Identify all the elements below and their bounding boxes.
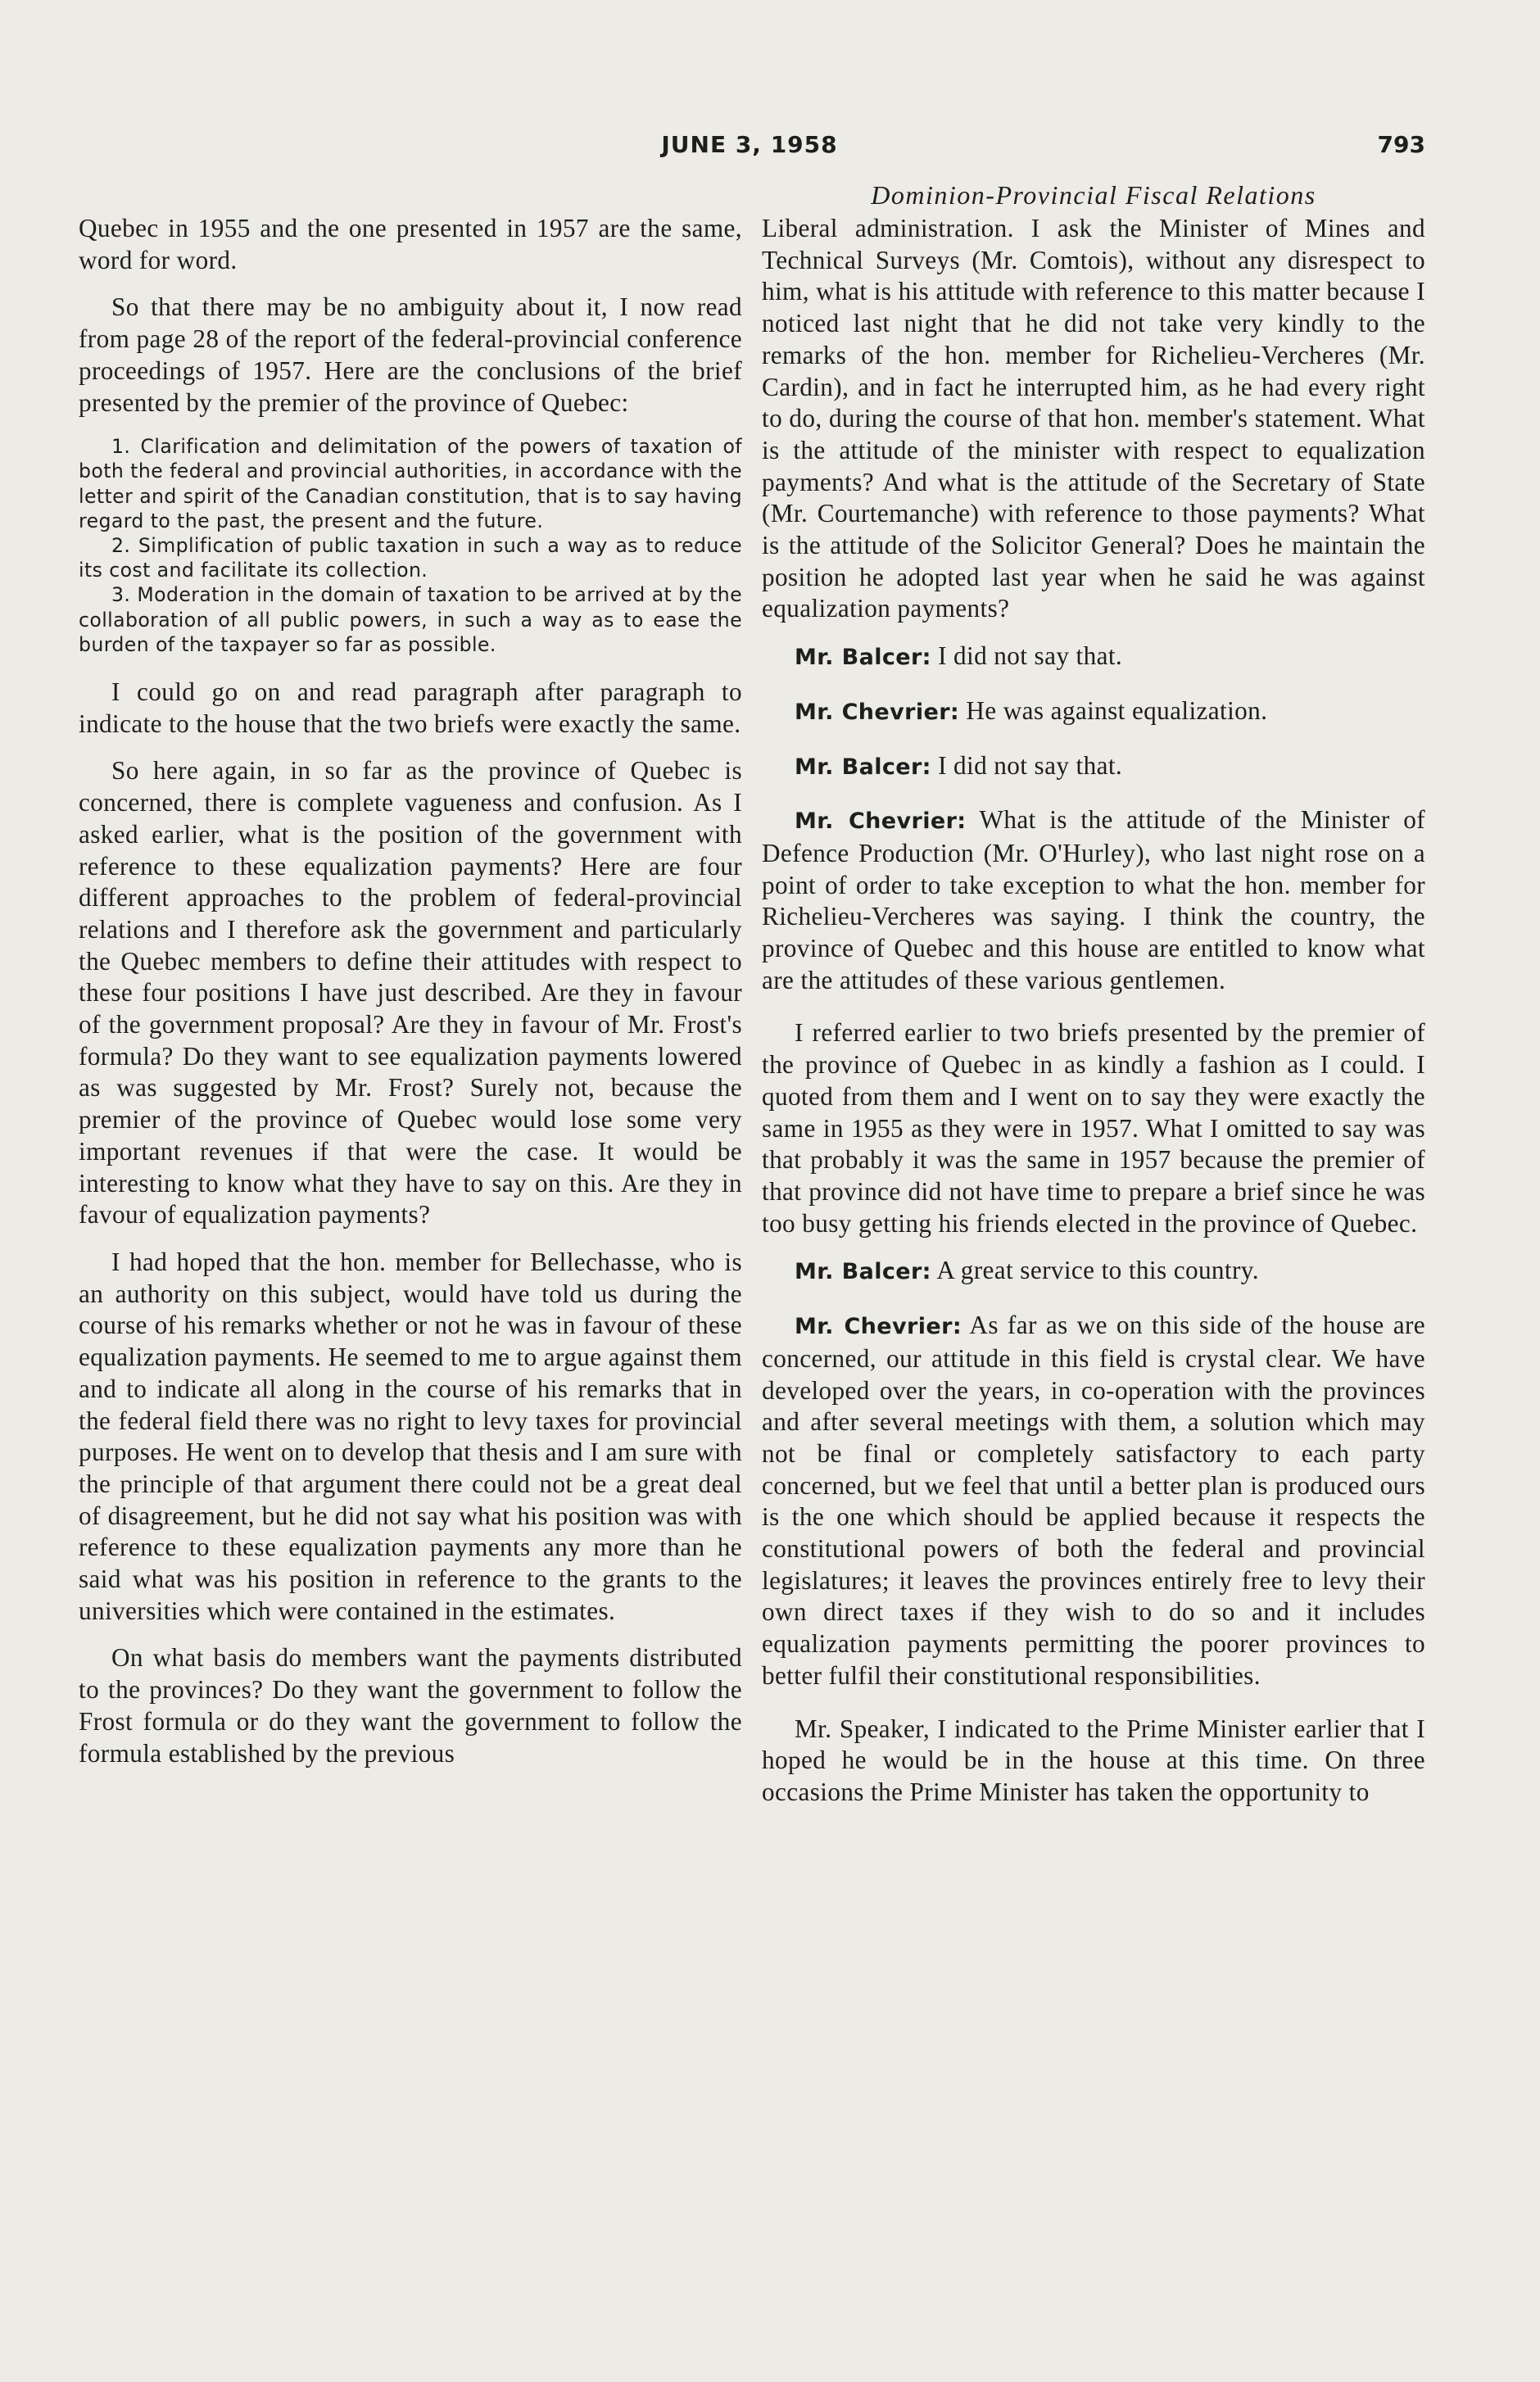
paragraph: I referred earlier to two briefs presented by the premier of the province of Quebec in as kindly a fashion as I could. I quoted from them and I went on to say they were exactly the same in 1955 as they were in 1957. What I omitted to say was that probably it was the same in 1957 because the premier of that province did not have time to prepare a brief since he was too busy getting his friends elected in the province of Quebec. [762,1018,1425,1238]
page-number: 793 [1377,131,1425,158]
left-column [79,213,742,1785]
speech-text: I did not say that. [938,750,1123,780]
speech [762,804,1425,996]
speech-text: What is the attitude of the Minister of Defence Production (Mr. O'Hurley), who last night rose on a point of order to take exception to what the hon. member for Richelieu-Vercheres was saying. I think the country, the province of Quebec and this house are entitled to know what are the attitudes of these various gentlemen. [762,805,1426,994]
speaker-name: Mr. Chevrier: [795,699,960,725]
quote-item: 1. Clarification and delimitation of the powers of taxation of both the federal and provincial authorities, in accordance with the letter and spirit of the Canadian constitution, that is to say having regard to the past, the present and the future. [79,435,742,532]
speaker-name: Mr. Balcer: [795,1259,931,1285]
speech [762,695,1425,729]
section-title: Dominion-Provincial Fiscal Relations [871,180,1316,210]
header-date: JUNE 3, 1958 [661,131,838,158]
paragraph: I had hoped that the hon. member for Bellechasse, who is an authority on this subject, would have told us during the course of his remarks whether or not he was in favour of these equalization payments. He seemed to me to argue against them and to indicate all along in the course of his remarks that in the federal field there was no right to levy taxes for provincial purposes. He went on to develop that thesis and I am sure with the principle of that argument there could not be a great deal of disagreement, but he did not say what his position was with reference to these equalization payments any more than he said what was his position in reference to the grants to the universities which were contained in the estimates. [79,1248,742,1625]
speech-text: A great service to this country. [936,1256,1259,1285]
speech [762,750,1425,784]
speaker-name: Mr. Chevrier: [795,1314,962,1340]
paragraph: Quebec in 1955 and the one presented in 1957 are the same, word for word. [79,214,742,274]
speech [762,1310,1425,1691]
speech-text: As far as we on this side of the house are concerned, our attitude in this field is crystal clear. We have developed over the years, in co-operation with the provinces and after several meetings with them, a solution which may not be final or completely satisfactory to each party concerned, but we feel that until a better plan is produced ours is the one which should be applied because it respects the constitutional powers of both the federal and provincial legislatures; it leaves the provinces entirely free to levy their own direct taxes if they wish to do so and it includes equalization payments permitting the poorer provinces to better fulfil their constitutional responsibilities. [762,1311,1425,1690]
page-header [74,131,1425,172]
paragraph: On what basis do members want the payments distributed to the provinces? Do they want the government to follow the Frost formula or do they want the government to follow the formula established by the previous [79,1643,742,1768]
quote-item: 2. Simplification of public taxation in such a way as to reduce its cost and facilitate its collection. [79,534,742,582]
paragraph: So that there may be no ambiguity about it, I now read from page 28 of the report of the federal-provincial conference proceedings of 1957. Here are the conclusions of the brief presented by the premier of the province of Quebec: [79,292,742,417]
right-column [762,213,1425,1824]
paragraph: So here again, in so far as the province of Quebec is concerned, there is complete vagueness and confusion. As I asked earlier, what is the position of the government with reference to these equalization payments? Here are four different approaches to the problem of federal-provincial relations and I therefore ask the government and particularly the Quebec members to define their attitudes with respect to these four positions I have just described. Are they in favour of the government proposal? Are they in favour of Mr. Frost's formula? Do they want to see equalization payments lowered as was suggested by Mr. Frost? Surely not, because the premier of the province of Quebec would lose some very important revenues if that were the case. It would be interesting to know what they have to say on this. Are they in favour of equalization payments? [79,756,742,1229]
speech-text: I did not say that. [938,641,1123,671]
speech [762,1255,1425,1288]
paragraph: I could go on and read paragraph after paragraph to indicate to the house that the two briefs were exactly the same. [79,677,742,738]
quote-item: 3. Moderation in the domain of taxation to be arrived at by the collaboration of all public powers, in such a way as to ease the burden of the taxpayer so far as possible. [79,583,742,656]
paragraph: Mr. Speaker, I indicated to the Prime Minister earlier that I hoped he would be in the house at this time. On three occasions the Prime Minister has taken the opportunity to [762,1714,1425,1806]
speech [762,641,1425,674]
paragraph: Liberal administration. I ask the Minister of Mines and Technical Surveys (Mr. Comtois), without any disrespect to him, what is his attitude with reference to this matter because I noticed last night that he did not take very kindly to the remarks of the hon. member for Richelieu-Vercheres (Mr. Cardin), and in fact he interrupted him, as he had every right to do, during the course of that hon. member's statement. What is the attitude of the minister with respect to equalization payments? And what is the attitude of the Secretary of State (Mr. Courtemanche) with reference to those payments? What is the attitude of the Solicitor General? Does he maintain the position he adopted last year when he said he was against equalization payments? [762,214,1425,623]
block-quote [79,434,742,657]
speaker-name: Mr. Balcer: [795,754,931,780]
speaker-name: Mr. Balcer: [795,645,931,671]
speech-text: He was against equalization. [966,695,1268,725]
speaker-name: Mr. Chevrier: [795,808,967,835]
